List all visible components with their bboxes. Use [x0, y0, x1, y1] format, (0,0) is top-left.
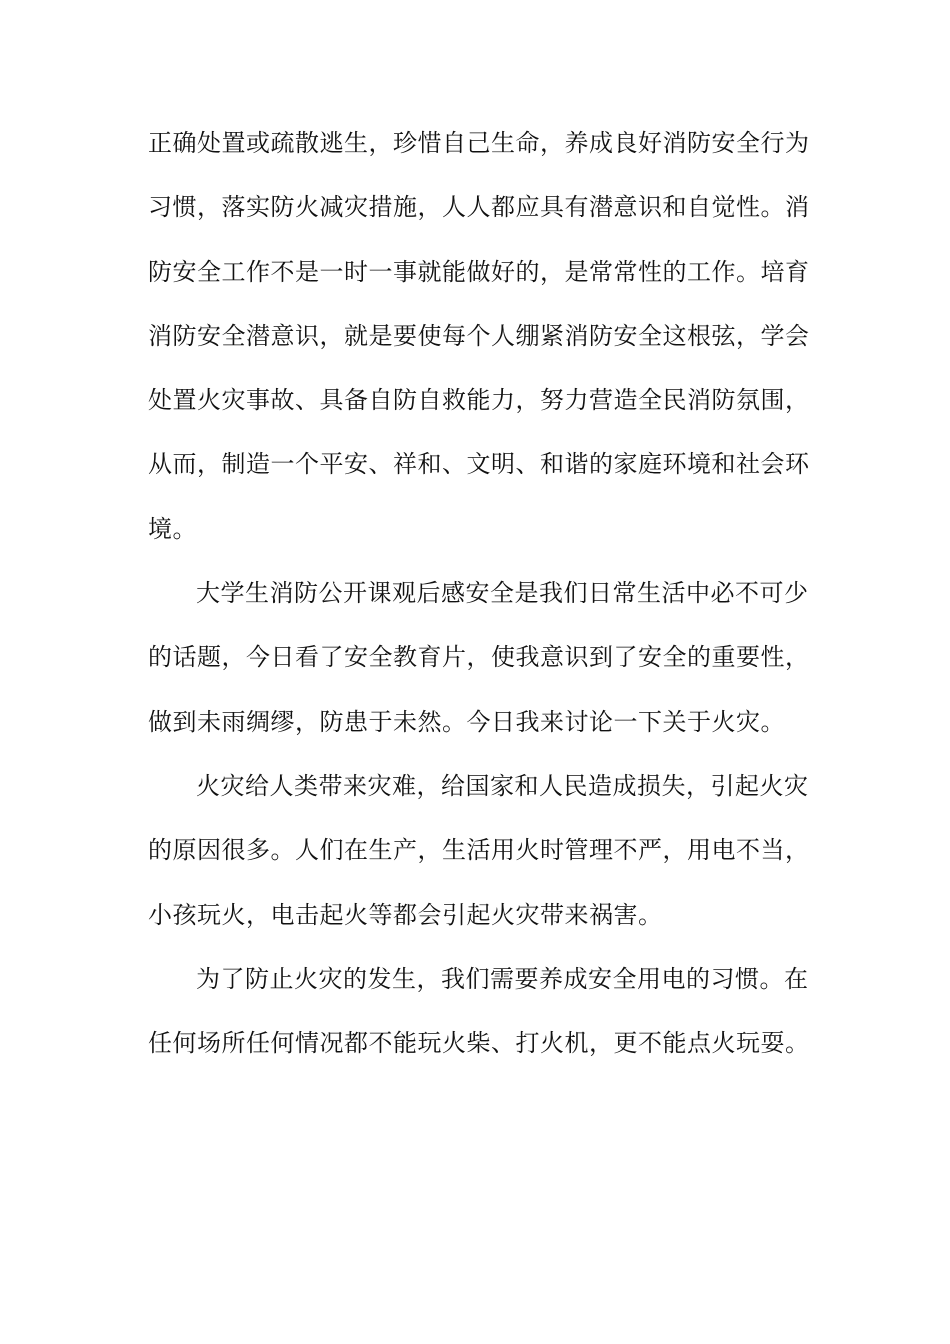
- document-body: [148, 129, 810, 1095]
- text-line: 的原因很多。人们在生产，生活用火时管理不严，用电不当，: [148, 836, 810, 865]
- paragraph-start-line: 火灾给人类带来灾难，给国家和人民造成损失，引起火灾: [196, 771, 809, 800]
- paragraph-start-line: 为了防止火灾的发生，我们需要养成安全用电的习惯。在: [196, 964, 809, 993]
- text-line: 的话题，今日看了安全教育片，使我意识到了安全的重要性，: [148, 643, 810, 672]
- text-line: 消防安全潜意识，就是要使每个人绷紧消防安全这根弦，学会: [148, 321, 810, 350]
- text-line: 做到未雨绸缪，防患于未然。今日我来讨论一下关于火灾。: [148, 707, 785, 736]
- text-line: 正确处置或疏散逃生，珍惜自己生命，养成良好消防安全行为: [148, 129, 810, 157]
- text-line: 防安全工作不是一时一事就能做好的，是常常性的工作。培育: [148, 257, 810, 286]
- paragraph-start-line: 大学生消防公开课观后感安全是我们日常生活中必不可少: [196, 579, 809, 608]
- text-line: 从而，制造一个平安、祥和、文明、和谐的家庭环境和社会环: [148, 450, 810, 479]
- text-line: 习惯，落实防火减灾措施，人人都应具有潜意识和自觉性。消: [148, 193, 810, 222]
- text-line: 任何场所任何情况都不能玩火柴、打火机，更不能点火玩耍。: [148, 1029, 810, 1058]
- text-line: 境。: [148, 514, 197, 543]
- text-line: 处置火灾事故、具备自防自救能力，努力营造全民消防氛围，: [148, 386, 810, 415]
- text-line: 小孩玩火，电击起火等都会引起火灾带来祸害。: [148, 900, 663, 929]
